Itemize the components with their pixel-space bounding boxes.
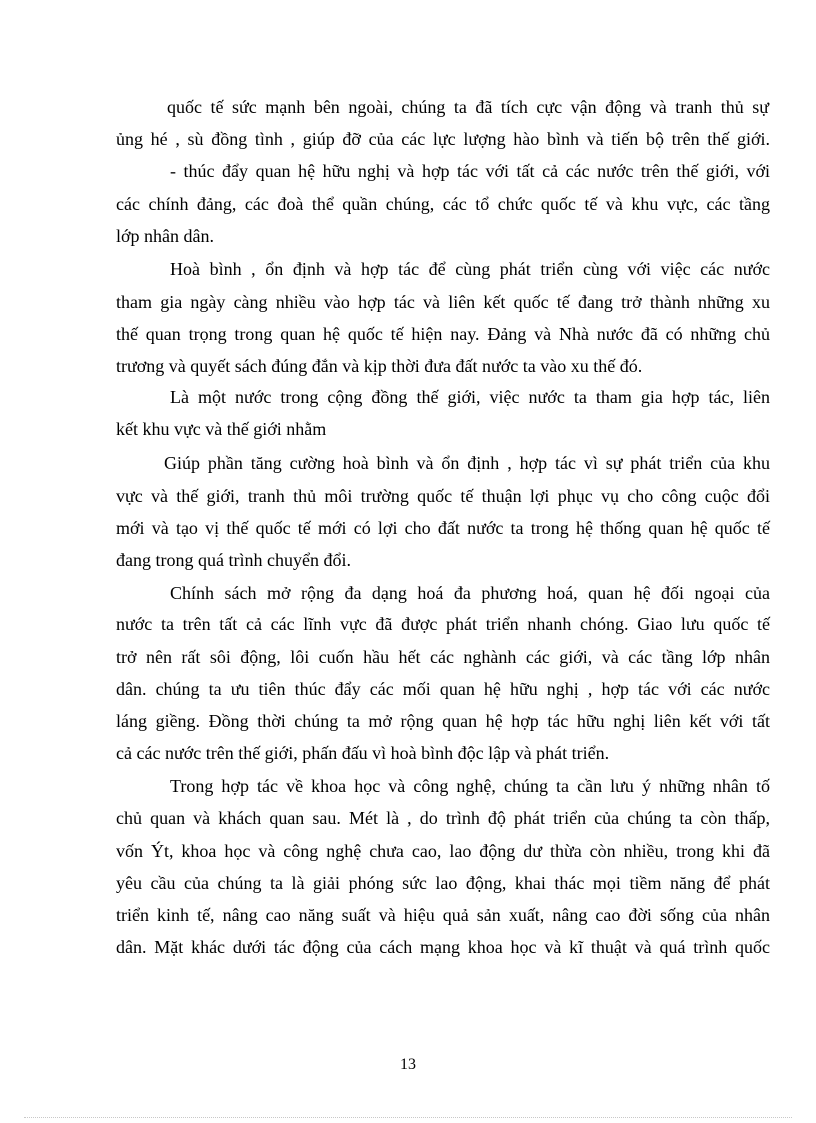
text-line: nước ta trên tất cả các lĩnh vực đã được phát triển nhanh chóng. Giao lưu quốc tế: [116, 614, 770, 634]
text-line: cả các nước trên thế giới, phấn đấu vì hoà bình độc lập và phát triển.: [116, 743, 610, 763]
text-line: Giúp phần tăng cường hoà bình và ổn định , hợp tác vì sự phát triển của khu: [164, 453, 770, 473]
text-line: trương và quyết sách đúng đắn và kịp thời đưa đất nước ta vào xu thế đó.: [116, 356, 643, 376]
text-line: thế quan trọng trong quan hệ quốc tế hiện nay. Đảng và Nhà nước đã có những chủ: [116, 324, 770, 344]
text-line: chủ quan và khách quan sau. Mét là , do trình độ phát triển của chúng ta còn thấp,: [116, 808, 770, 828]
text-line: Chính sách mở rộng đa dạng hoá đa phương hoá, quan hệ đối ngoại của: [170, 583, 770, 603]
text-line: vốn Ýt, khoa học và công nghệ chưa cao, lao động dư thừa còn nhiều, trong khi đã: [116, 841, 770, 861]
text-line: láng giềng. Đồng thời chúng ta mở rộng quan hệ hợp tác hữu nghị liên kết với tất: [116, 711, 770, 731]
text-line: dân. Mặt khác dưới tác động của cách mạng khoa học và kĩ thuật và quá trình quốc: [116, 937, 770, 957]
text-line: kết khu vực và thế giới nhằm: [116, 419, 327, 439]
text-line: Hoà bình , ổn định và hợp tác để cùng phát triển cùng với việc các nước: [170, 259, 770, 279]
text-line: triển kinh tế, nâng cao năng suất và hiệu quả sản xuất, nâng cao đời sống của nhân: [116, 905, 770, 925]
page-number: 13: [400, 1056, 416, 1073]
text-line: vực và thế giới, tranh thủ môi trường quốc tế thuận lợi phục vụ cho công cuộc đổi: [116, 486, 770, 506]
text-line: ủng hé , sù đồng tình , giúp đỡ của các lực lượng hào bình và tiến bộ trên thế giới.: [116, 129, 770, 149]
text-line: trở nên rất sôi động, lôi cuốn hầu hết các nghành các giới, và các tầng lớp nhân: [116, 647, 770, 667]
text-line: yêu cầu của chúng ta là giải phóng sức lao động, khai thác mọi tiềm năng để phát: [116, 873, 770, 893]
text-line: các chính đảng, các đoà thể quần chúng, các tổ chức quốc tế và khu vực, các tầng: [116, 194, 770, 214]
page-divider: [24, 1117, 792, 1118]
text-line: quốc tế sức mạnh bên ngoài, chúng ta đã tích cực vận động và tranh thủ sự: [167, 97, 769, 117]
text-line: tham gia ngày càng nhiều vào hợp tác và liên kết quốc tế đang trở thành những xu: [116, 292, 770, 312]
text-line: Là một nước trong cộng đồng thế giới, việc nước ta tham gia hợp tác, liên: [170, 387, 770, 407]
text-line: dân. chúng ta ưu tiên thúc đẩy các mối quan hệ hữu nghị , hợp tác với các nước: [116, 679, 770, 699]
text-line: đang trong quá trình chuyển đổi.: [116, 550, 351, 570]
text-line: - thúc đẩy quan hệ hữu nghị và hợp tác với tất cả các nước trên thế giới, với: [170, 161, 770, 181]
text-line: mới và tạo vị thế quốc tế mới có lợi cho đất nước ta trong hệ thống quan hệ quốc tế: [116, 518, 770, 538]
text-line: lớp nhân dân.: [116, 226, 214, 246]
text-line: Trong hợp tác về khoa học và công nghệ, chúng ta cần lưu ý những nhân tố: [170, 776, 770, 796]
